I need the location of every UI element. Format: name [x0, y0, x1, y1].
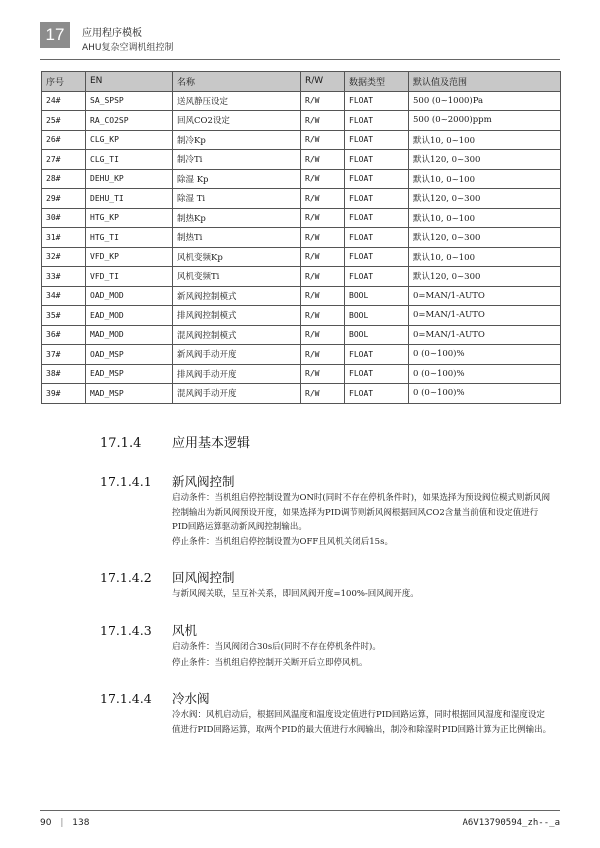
section-title: 风机: [172, 623, 198, 638]
header-divider: [40, 59, 560, 60]
cell-rw: R/W: [301, 286, 345, 306]
cell-type: FLOAT: [345, 345, 409, 365]
cell-index: 35#: [42, 306, 86, 326]
cell-name: 混风阀手动开度: [173, 384, 301, 404]
cell-name: 风机变频Ti: [173, 267, 301, 287]
cell-default: 默认10, 0~100: [409, 208, 561, 228]
cell-index: 25#: [42, 111, 86, 131]
cell-rw: R/W: [301, 91, 345, 111]
cell-default: 500 (0~2000)ppm: [409, 111, 561, 131]
cell-index: 31#: [42, 228, 86, 248]
cell-type: FLOAT: [345, 228, 409, 248]
table-header-row: [42, 72, 561, 92]
cell-index: 37#: [42, 345, 86, 365]
cell-default: 0 (0~100)%: [409, 364, 561, 384]
section-number: 17.1.4.4: [100, 691, 152, 706]
cell-en: OAD_MSP: [86, 345, 173, 365]
footer-divider: [40, 810, 560, 811]
table-row: [42, 306, 561, 326]
col-header-default: 默认值及范围: [409, 72, 561, 92]
table-row: [42, 189, 561, 209]
cell-en: RA_CO2SP: [86, 111, 173, 131]
table-row: [42, 267, 561, 287]
cell-rw: R/W: [301, 228, 345, 248]
header-title: 应用程序模板: [82, 28, 142, 39]
header-subtitle: AHU复杂空调机组控制: [82, 43, 174, 53]
cell-type: BOOL: [345, 306, 409, 326]
cell-type: FLOAT: [345, 169, 409, 189]
table-row: [42, 228, 561, 248]
cell-default: 默认10, 0~100: [409, 130, 561, 150]
cell-name: 送风静压设定: [173, 91, 301, 111]
cell-en: VFD_TI: [86, 267, 173, 287]
cell-rw: R/W: [301, 306, 345, 326]
table-row: [42, 384, 561, 404]
paragraph-oad-stop: 停止条件：当机组启停控制设置为OFF且风机关闭后15s。: [172, 537, 393, 547]
section-number: 17.1.4: [100, 436, 142, 451]
cell-default: 0=MAN/1-AUTO: [409, 286, 561, 306]
cell-index: 38#: [42, 364, 86, 384]
cell-en: EAD_MOD: [86, 306, 173, 326]
cell-index: 27#: [42, 150, 86, 170]
cell-en: HTG_TI: [86, 228, 173, 248]
paragraph-oad-start: 启动条件：当机组启停控制设置为ON时(同时不存在停机条件时)，如果选择为预设阀位模式则新风阀控制输出为新风阀预设开度，如果选择为PID调节则新风阀根据回风CO2含量当前值和设定值进行PID回路运算驱动新风阀控制输出。: [172, 493, 551, 532]
cell-name: 制热Ti: [173, 228, 301, 248]
cell-default: 默认120, 0~300: [409, 150, 561, 170]
cell-type: FLOAT: [345, 267, 409, 287]
cell-index: 28#: [42, 169, 86, 189]
cell-en: OAD_MOD: [86, 286, 173, 306]
cell-default: 默认120, 0~300: [409, 228, 561, 248]
cell-rw: R/W: [301, 247, 345, 267]
cell-name: 排风阀控制模式: [173, 306, 301, 326]
cell-en: DEHU_TI: [86, 189, 173, 209]
cell-name: 排风阀手动开度: [173, 364, 301, 384]
cell-default: 0=MAN/1-AUTO: [409, 306, 561, 326]
page-separator: |: [60, 818, 64, 828]
section-heading-17-1-4: [100, 432, 250, 451]
cell-default: 默认120, 0~300: [409, 267, 561, 287]
cell-default: 默认10, 0~100: [409, 169, 561, 189]
cell-rw: R/W: [301, 189, 345, 209]
cell-name: 除湿 Ti: [173, 189, 301, 209]
cell-rw: R/W: [301, 150, 345, 170]
cell-index: 30#: [42, 208, 86, 228]
table-row: [42, 208, 561, 228]
table-row: [42, 130, 561, 150]
section-title: 应用基本逻辑: [172, 436, 251, 451]
cell-index: 24#: [42, 91, 86, 111]
table-row: [42, 91, 561, 111]
cell-rw: R/W: [301, 267, 345, 287]
section-heading-17-1-4-2: [100, 568, 235, 586]
cell-en: CLG_TI: [86, 150, 173, 170]
cell-rw: R/W: [301, 345, 345, 365]
cell-name: 除湿 Kp: [173, 169, 301, 189]
section-heading-17-1-4-3: [100, 621, 197, 639]
cell-default: 默认10, 0~100: [409, 247, 561, 267]
cell-name: 风机变频Kp: [173, 247, 301, 267]
cell-en: EAD_MSP: [86, 364, 173, 384]
col-header-index: 序号: [42, 72, 86, 92]
section-number: 17.1.4.2: [100, 570, 152, 585]
cell-rw: R/W: [301, 130, 345, 150]
cell-name: 新风阀控制模式: [173, 286, 301, 306]
cell-type: FLOAT: [345, 130, 409, 150]
paragraph-chw-valve: 冷水阀：风机启动后，根据回风温度和温度设定值进行PID回路运算，同时根据回风湿度和湿度设定值进行PID回路运算，取两个PID的最大值进行水阀输出，制冷和除湿时PID回路计算为正比例输出。: [172, 710, 552, 735]
cell-type: FLOAT: [345, 364, 409, 384]
cell-rw: R/W: [301, 325, 345, 345]
cell-type: FLOAT: [345, 384, 409, 404]
cell-default: 0 (0~100)%: [409, 345, 561, 365]
page-total: 138: [72, 818, 90, 828]
cell-index: 34#: [42, 286, 86, 306]
section-number: 17.1.4.1: [100, 474, 152, 489]
cell-name: 制冷Kp: [173, 130, 301, 150]
table-row: [42, 169, 561, 189]
table-row: [42, 111, 561, 131]
cell-default: 500 (0~1000)Pa: [409, 91, 561, 111]
page-number: 90: [40, 818, 52, 828]
col-header-name: 名称: [173, 72, 301, 92]
cell-default: 0=MAN/1-AUTO: [409, 325, 561, 345]
cell-index: 39#: [42, 384, 86, 404]
col-header-type: 数据类型: [345, 72, 409, 92]
cell-type: FLOAT: [345, 208, 409, 228]
cell-en: MAD_MSP: [86, 384, 173, 404]
table-body: [42, 91, 561, 403]
paragraph-rad: 与新风阀关联，呈互补关系，即回风阀开度=100%-回风阀开度。: [172, 589, 419, 599]
cell-rw: R/W: [301, 384, 345, 404]
cell-index: 36#: [42, 325, 86, 345]
cell-name: 新风阀手动开度: [173, 345, 301, 365]
cell-en: DEHU_KP: [86, 169, 173, 189]
chapter-number-badge: 17: [40, 22, 70, 48]
cell-en: VFD_KP: [86, 247, 173, 267]
section-heading-17-1-4-1: [100, 472, 235, 490]
cell-type: BOOL: [345, 325, 409, 345]
cell-name: 回风CO2设定: [173, 111, 301, 131]
section-title: 冷水阀: [172, 691, 210, 706]
section-title: 回风阀控制: [172, 570, 235, 585]
section-number: 17.1.4.3: [100, 623, 152, 638]
cell-type: FLOAT: [345, 91, 409, 111]
cell-name: 制冷Ti: [173, 150, 301, 170]
cell-default: 0 (0~100)%: [409, 384, 561, 404]
cell-index: 32#: [42, 247, 86, 267]
section-title: 新风阀控制: [172, 474, 235, 489]
col-header-en: EN: [86, 72, 173, 92]
cell-rw: R/W: [301, 208, 345, 228]
parameter-table: [41, 71, 561, 404]
table-row: [42, 247, 561, 267]
cell-type: FLOAT: [345, 150, 409, 170]
cell-rw: R/W: [301, 169, 345, 189]
table-row: [42, 345, 561, 365]
document-id: A6V13790594_zh--_a: [462, 818, 560, 828]
cell-index: 29#: [42, 189, 86, 209]
cell-default: 默认120, 0~300: [409, 189, 561, 209]
cell-en: HTG_KP: [86, 208, 173, 228]
cell-name: 制热Kp: [173, 208, 301, 228]
cell-index: 33#: [42, 267, 86, 287]
cell-en: CLG_KP: [86, 130, 173, 150]
col-header-rw: R/W: [301, 72, 345, 92]
cell-type: BOOL: [345, 286, 409, 306]
table-row: [42, 325, 561, 345]
cell-rw: R/W: [301, 364, 345, 384]
cell-index: 26#: [42, 130, 86, 150]
table-row: [42, 150, 561, 170]
paragraph-fan-stop: 停止条件：当机组启停控制开关断开后立即停风机。: [172, 658, 368, 668]
table-row: [42, 364, 561, 384]
cell-type: FLOAT: [345, 189, 409, 209]
cell-type: FLOAT: [345, 247, 409, 267]
paragraph-fan-start: 启动条件：当风阀闭合30s后(同时不存在停机条件时)。: [172, 642, 381, 652]
cell-name: 混风阀控制模式: [173, 325, 301, 345]
cell-rw: R/W: [301, 111, 345, 131]
cell-type: FLOAT: [345, 111, 409, 131]
footer-page-info: [40, 818, 89, 828]
cell-en: MAD_MOD: [86, 325, 173, 345]
section-heading-17-1-4-4: [100, 689, 210, 707]
cell-en: SA_SPSP: [86, 91, 173, 111]
table-row: [42, 286, 561, 306]
